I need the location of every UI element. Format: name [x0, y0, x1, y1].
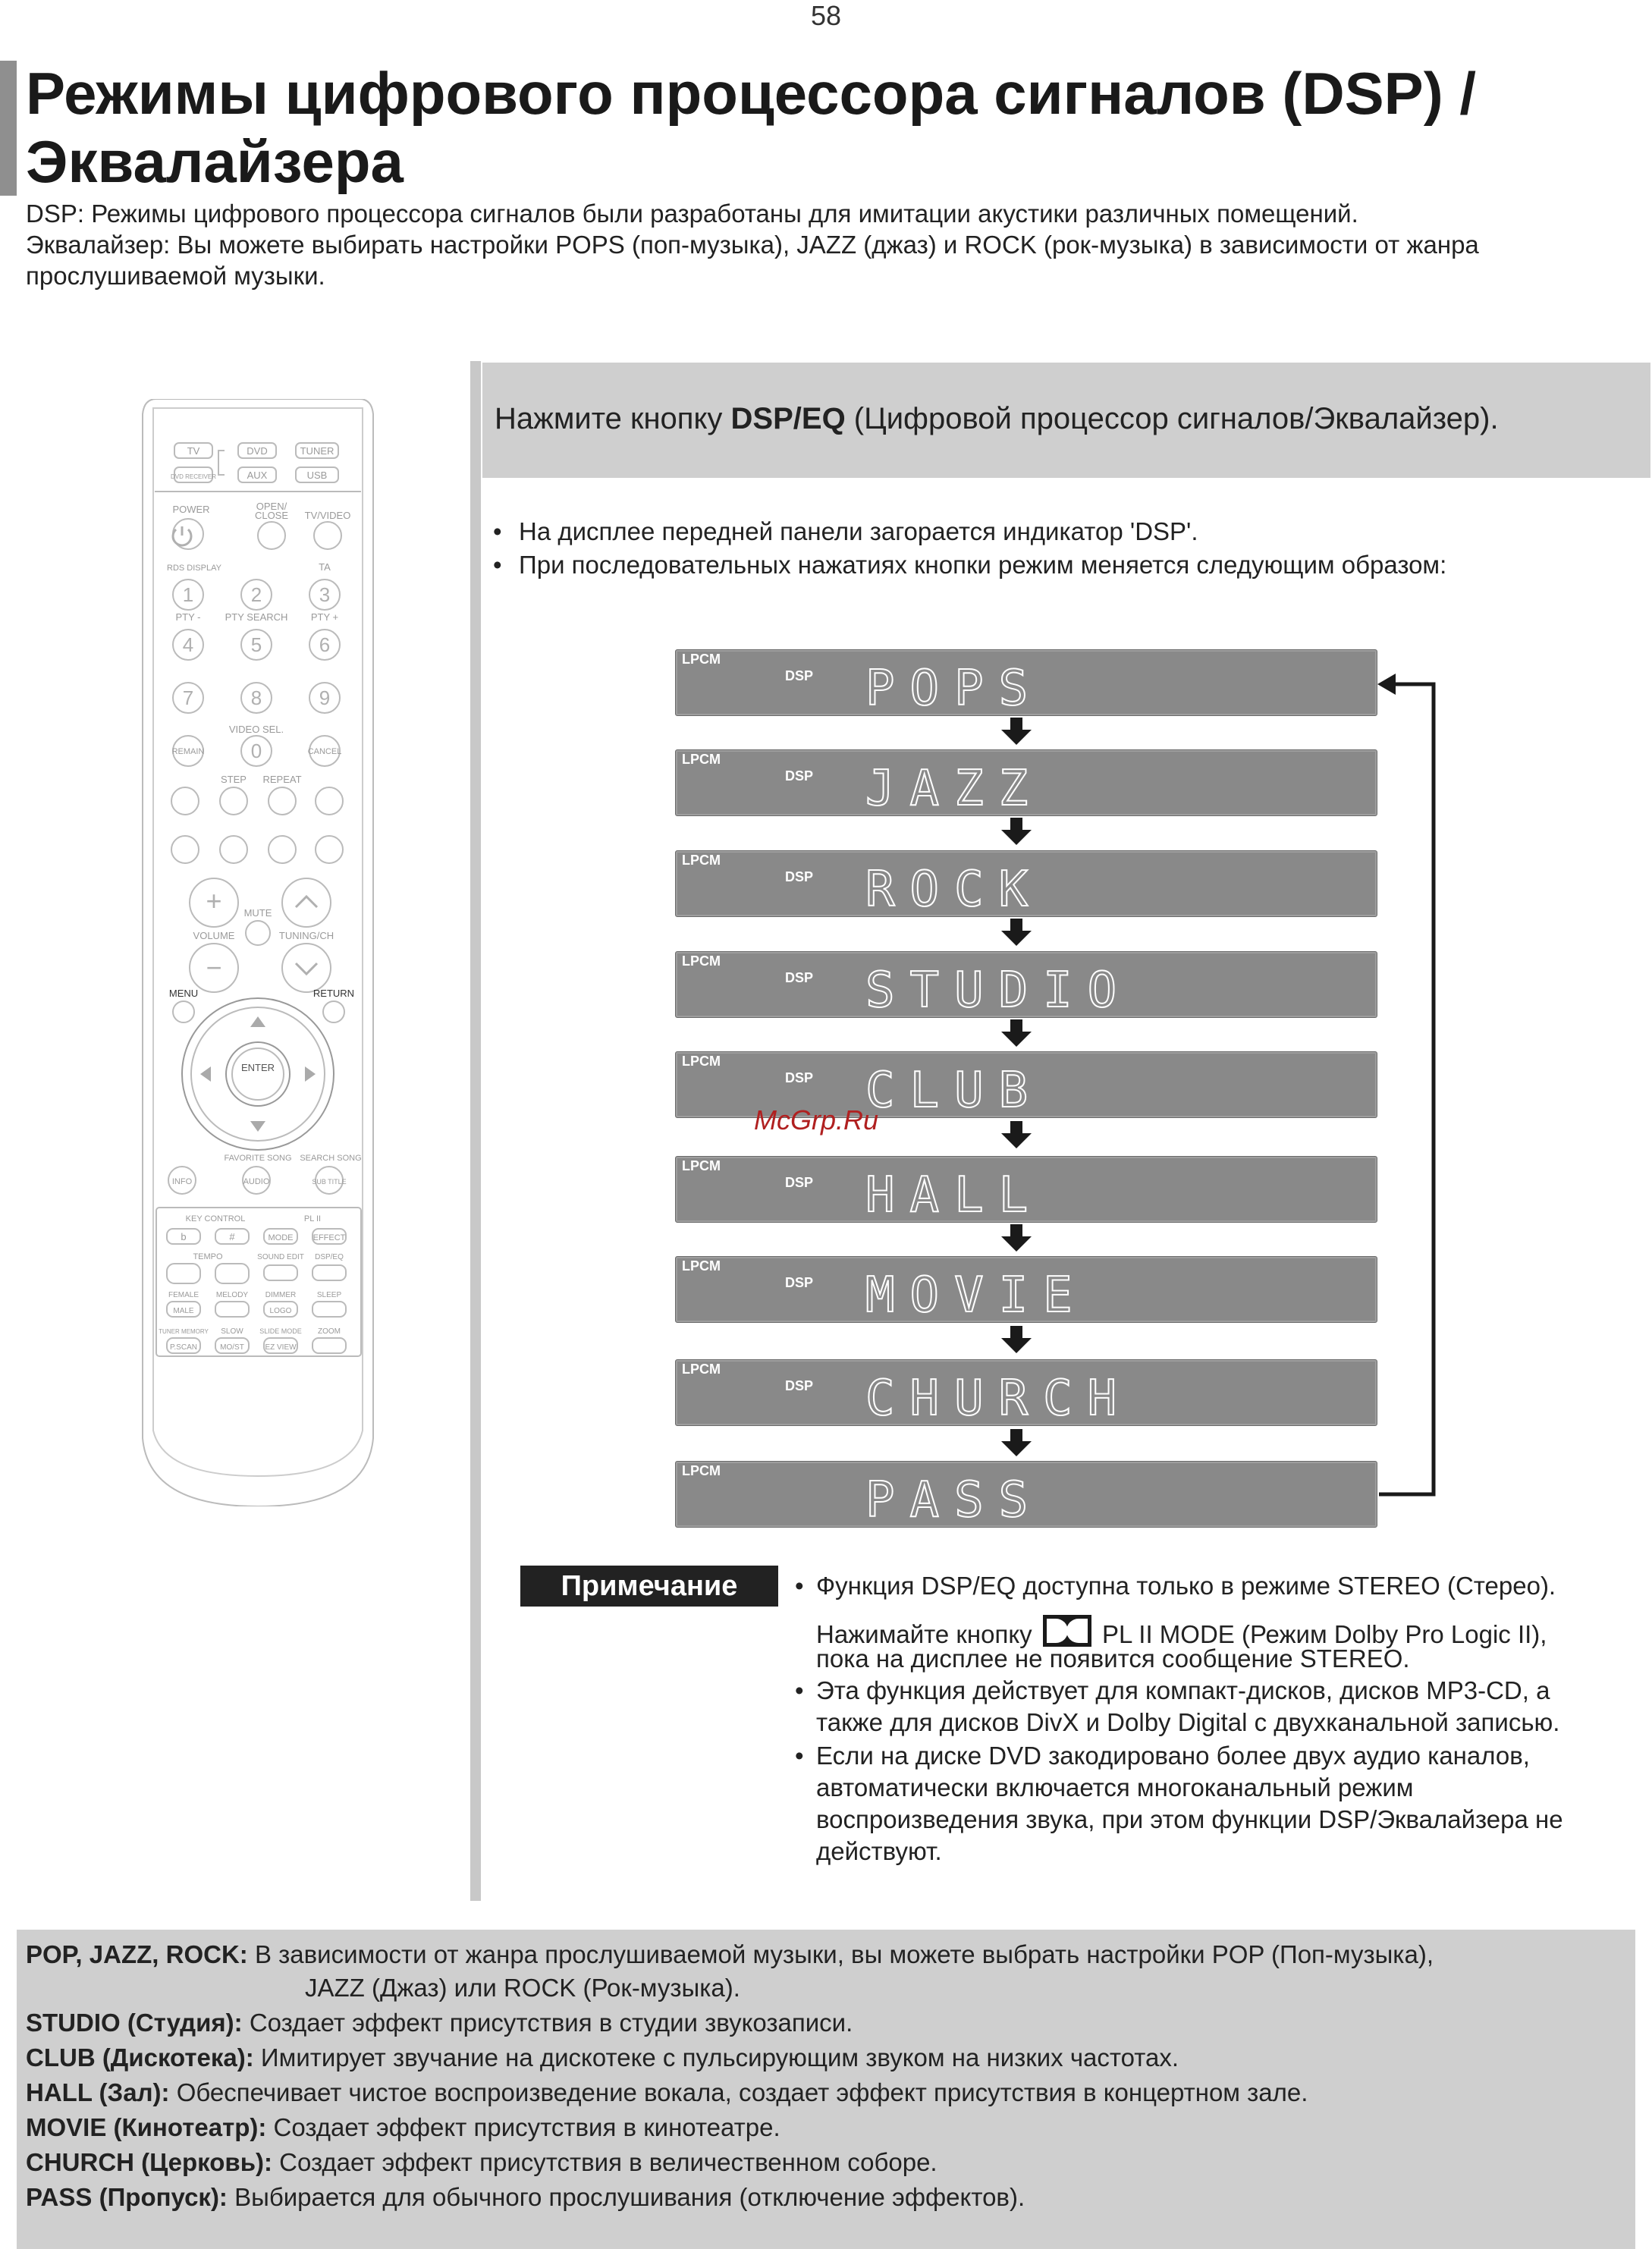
remote-most-button: MO/ST: [220, 1343, 244, 1352]
down-arrow-icon: [998, 718, 1035, 746]
lcd-mode-text: HALL: [865, 1167, 1044, 1223]
remote-slide-mode-label: SLIDE MODE: [259, 1327, 302, 1335]
lcd-dsp-label: DSP: [785, 768, 814, 784]
remote-digit-4: 4: [182, 633, 194, 656]
lcd-mode-text: CLUB: [865, 1063, 1044, 1119]
watermark: McGrp.Ru: [754, 1104, 879, 1135]
lcd-lpcm-label: LPCM: [682, 1054, 721, 1069]
lcd-display-church: [675, 1359, 1377, 1426]
lcd-mode-text: CHURCH: [865, 1371, 1132, 1427]
definition-church: [26, 2148, 937, 2177]
note-line-2-text: Нажимайте кнопку: [816, 1620, 1032, 1648]
lcd-display-jazz: [675, 749, 1377, 816]
down-arrow-icon: [998, 1121, 1035, 1150]
remote-step-label: STEP: [221, 774, 247, 785]
lcd-mode-text: POPS: [865, 661, 1044, 717]
page-number: 58: [810, 0, 842, 31]
remote-volume-minus-icon: −: [206, 952, 222, 983]
definition-text: JAZZ (Джаз) или ROCK (Рок-музыка).: [305, 1974, 740, 2002]
definition-text: Имитирует звучание на дискотеке с пульсирующим звуком на низких частотах.: [260, 2043, 1179, 2072]
note-line-3: [795, 1644, 1410, 1673]
definition-text: В зависимости от жанра прослушиваемой музыки, вы можете выбрать настройки POP (Поп-музыка),: [254, 1940, 1434, 1968]
down-arrow-icon: [998, 1019, 1035, 1048]
remote-pty-search-label: PTY SEARCH: [225, 611, 288, 623]
note-line-1: [795, 1572, 1556, 1600]
remote-sharp-button: #: [229, 1231, 235, 1242]
remote-menu-label: MENU: [168, 988, 199, 999]
remote-ezview-button: EZ VIEW: [265, 1343, 297, 1352]
remote-digit-2: 2: [250, 583, 262, 606]
remote-pl2-label: PL II: [303, 1214, 322, 1223]
note-line-5: [795, 1708, 1559, 1737]
dolby-logo-icon: [1042, 1614, 1092, 1647]
lcd-dsp-label: DSP: [785, 1378, 814, 1393]
remote-tvvideo-label: TV/VIDEO: [304, 510, 351, 521]
intro-line-3: прослушиваемой музыки.: [26, 262, 325, 290]
lcd-display-rock: [675, 850, 1377, 917]
remote-favorite-label: FAVORITE SONG: [224, 1154, 292, 1163]
down-arrow-icon: [998, 1429, 1035, 1458]
remote-zoom-label: ZOOM: [318, 1327, 341, 1336]
remote-female-label: FEMALE: [168, 1291, 199, 1299]
remote-subtitle-label: SUB TITLE: [312, 1178, 347, 1186]
page-title: [26, 59, 1476, 196]
note-label: Примечание: [520, 1566, 778, 1607]
down-arrow-icon: [998, 919, 1035, 947]
remote-rds-label: RDS DISPLAY: [167, 564, 221, 573]
remote-sound-edit-label: SOUND EDIT: [257, 1253, 304, 1261]
lcd-display-pops: [675, 649, 1377, 716]
remote-tuner-button: TUNER: [300, 445, 334, 457]
remote-power-label: POWER: [172, 504, 210, 515]
definition-studio: [26, 2009, 853, 2037]
lcd-mode-text: JAZZ: [865, 761, 1044, 817]
down-arrow-icon: [998, 818, 1035, 847]
definition-term: PASS (Пропуск):: [26, 2183, 228, 2211]
page-title-line2: Эквалайзера: [26, 128, 404, 195]
note-line-9: [795, 1837, 942, 1866]
note-line-4-text: Эта функция действует для компакт-дисков, дисков MP3-CD, а: [816, 1676, 1550, 1704]
remote-male-button: MALE: [173, 1307, 194, 1315]
lcd-lpcm-label: LPCM: [682, 1463, 721, 1478]
definition-pass: [26, 2183, 1025, 2212]
definition-text: Выбирается для обычного прослушивания (отключение эффектов).: [234, 2183, 1025, 2211]
remote-enter-label: ENTER: [240, 1062, 275, 1073]
remote-digit-3: 3: [319, 583, 331, 606]
lcd-display-hall: [675, 1156, 1377, 1223]
remote-tuner-memory-label: TUNER MEMORY: [159, 1328, 209, 1335]
remote-repeat-label: REPEAT: [262, 774, 302, 785]
remote-ta-label: TA: [319, 561, 331, 573]
definition-term: STUDIO (Студия):: [26, 2009, 243, 2037]
remote-info-label: INFO: [171, 1177, 193, 1186]
lcd-mode-text: ROCK: [865, 862, 1044, 918]
remote-keycontrol-label: KEY CONTROL: [185, 1214, 246, 1223]
remote-digit-7: 7: [182, 686, 194, 709]
lcd-lpcm-label: LPCM: [682, 1258, 721, 1274]
note-line-7: [795, 1773, 1413, 1802]
remote-open-label-1: OPEN/: [256, 501, 287, 512]
remote-digit-8: 8: [250, 686, 262, 709]
definition-text: Создает эффект присутствия в кинотеатре.: [273, 2113, 780, 2141]
remote-search-song-label: SEARCH SONG: [300, 1154, 362, 1163]
remote-flat-button: b: [181, 1231, 187, 1242]
loop-back-arrow-icon: [1377, 667, 1438, 1502]
note-line-8: [795, 1805, 1563, 1834]
remote-mode-button: MODE: [268, 1233, 294, 1242]
bullet-2: [493, 551, 1446, 580]
remote-remain-label: REMAIN: [171, 747, 205, 756]
definition-text: Создает эффект присутствия в величественном соборе.: [279, 2148, 937, 2176]
lcd-lpcm-label: LPCM: [682, 1158, 721, 1173]
bullet-2-text: При последовательных нажатиях кнопки режим меняется следующим образом:: [519, 551, 1447, 579]
down-arrow-icon: [998, 1326, 1035, 1355]
lcd-dsp-label: DSP: [785, 869, 814, 884]
definition-term: CHURCH (Церковь):: [26, 2148, 272, 2176]
remote-digit-6: 6: [319, 633, 331, 656]
definition-hall: [26, 2078, 1308, 2107]
remote-melody-label: MELODY: [215, 1291, 249, 1299]
remote-mute-label: MUTE: [243, 907, 272, 919]
note-line-4: [795, 1676, 1550, 1705]
remote-cancel-label: CANCEL: [307, 747, 342, 756]
instruction-suffix: (Цифровой процессор сигналов/Эквалайзер).: [845, 402, 1499, 435]
definition-term: HALL (Зал):: [26, 2078, 170, 2106]
remote-volume-plus-icon: +: [206, 885, 222, 916]
intro-line-1: DSP: Режимы цифрового процессора сигналов были разработаны для имитации акустики различных помещений.: [26, 199, 1358, 228]
lcd-mode-text: MOVIE: [865, 1267, 1088, 1324]
bullet-1: [493, 517, 1198, 546]
remote-digit-0: 0: [250, 740, 262, 762]
definition-term: CLUB (Дискотека):: [26, 2043, 254, 2072]
definition-pop-jazz-rock-cont: [305, 1974, 740, 2002]
down-arrow-icon: [998, 1224, 1035, 1253]
lcd-display-studio: [675, 951, 1377, 1018]
lcd-dsp-label: DSP: [785, 1070, 814, 1085]
remote-pty-minus-label: PTY -: [175, 611, 201, 623]
remote-usb-button: USB: [306, 470, 328, 481]
note-line-5-text: также для дисков DivX и Dolby Digital с двухканальной записью.: [816, 1708, 1560, 1736]
lcd-lpcm-label: LPCM: [682, 853, 721, 868]
definition-term: MOVIE (Кинотеатр):: [26, 2113, 267, 2141]
note-line-9-text: действуют.: [816, 1837, 942, 1865]
definition-text: Создает эффект присутствия в студии звукозаписи.: [249, 2009, 853, 2037]
intro-line-2: Эквалайзер: Вы можете выбирать настройки POPS (поп-музыка), JAZZ (джаз) и ROCK (рок-музыка) в зависимости от жанра: [26, 231, 1479, 259]
definition-pop-jazz-rock: [26, 1940, 1434, 1969]
note-line-8-text: воспроизведения звука, при этом функции DSP/Эквалайзера не: [816, 1805, 1563, 1833]
remote-digit-5: 5: [250, 633, 262, 656]
remote-tuning-down-icon: [296, 963, 317, 974]
lcd-dsp-label: DSP: [785, 1175, 814, 1190]
remote-tuning-label: TUNING/CH: [278, 930, 334, 941]
remote-control-illustration: [140, 399, 376, 1506]
title-accent-bar: [0, 61, 17, 196]
note-line-6-text: Если на диске DVD закодировано более двух аудио каналов,: [816, 1742, 1530, 1770]
remote-return-label: RETURN: [312, 988, 355, 999]
instruction-prefix: Нажмите кнопку: [495, 402, 731, 435]
note-line-1-text: Функция DSP/EQ доступна только в режиме STEREO (Стерео).: [816, 1572, 1556, 1600]
definition-club: [26, 2043, 1179, 2072]
dsp-eq-button-name: DSP/EQ: [730, 402, 846, 435]
remote-tempo-label: TEMPO: [193, 1252, 223, 1261]
lcd-dsp-label: DSP: [785, 668, 814, 683]
remote-volume-label: VOLUME: [193, 930, 235, 941]
remote-dvd-receiver-button: DVD RECEIVER: [170, 473, 217, 480]
definition-term: POP, JAZZ, ROCK:: [26, 1940, 248, 1968]
page-title-line1: Режимы цифрового процессора сигналов (DSP) /: [26, 60, 1477, 127]
remote-tv-button: TV: [187, 445, 200, 457]
lcd-lpcm-label: LPCM: [682, 752, 721, 767]
note-line-3-text: пока на дисплее не появится сообщение STEREO.: [816, 1644, 1410, 1673]
lcd-display-pass: [675, 1461, 1377, 1528]
lcd-dsp-label: DSP: [785, 970, 814, 985]
remote-power-icon: [173, 526, 191, 545]
note-line-6: [795, 1742, 1530, 1770]
remote-logo-button: LOGO: [269, 1307, 292, 1315]
remote-videosel-label: VIDEO SEL.: [228, 724, 284, 735]
remote-digit-1: 1: [182, 583, 194, 606]
remote-dsp-eq-label: DSP/EQ: [315, 1253, 344, 1261]
remote-pscan-button: P.SCAN: [170, 1343, 197, 1352]
remote-sleep-label: SLEEP: [316, 1291, 342, 1299]
remote-audio-label: AUDIO: [243, 1177, 270, 1186]
remote-slow-label: SLOW: [221, 1327, 243, 1336]
note-line-2b-text: PL II MODE (Режим Dolby Pro Logic II),: [1101, 1620, 1547, 1648]
remote-open-label-2: CLOSE: [254, 510, 289, 521]
remote-digit-9: 9: [319, 686, 331, 709]
lcd-lpcm-label: LPCM: [682, 953, 721, 969]
lcd-display-movie: [675, 1256, 1377, 1323]
remote-aux-button: AUX: [247, 470, 268, 481]
remote-effect-button: EFFECT: [312, 1233, 346, 1242]
remote-dvd-button: DVD: [247, 445, 268, 457]
panel-divider: [470, 361, 481, 1901]
lcd-lpcm-label: LPCM: [682, 1362, 721, 1377]
lcd-dsp-label: DSP: [785, 1275, 814, 1290]
lcd-mode-text: PASS: [865, 1472, 1044, 1528]
lcd-lpcm-label: LPCM: [682, 652, 721, 667]
instruction-text: [495, 402, 1499, 436]
definition-text: Обеспечивает чистое воспроизведение вокала, создает эффект присутствия в концертном зале.: [176, 2078, 1308, 2106]
lcd-mode-text: STUDIO: [865, 963, 1132, 1019]
definition-movie: [26, 2113, 780, 2142]
remote-dimmer-label: DIMMER: [265, 1291, 297, 1299]
remote-pty-plus-label: PTY +: [310, 611, 339, 623]
bullet-1-text: На дисплее передней панели загорается индикатор 'DSP'.: [519, 517, 1198, 545]
note-line-7-text: автоматически включается многоканальный режим: [816, 1773, 1414, 1801]
remote-tuning-up-icon: [296, 897, 317, 907]
